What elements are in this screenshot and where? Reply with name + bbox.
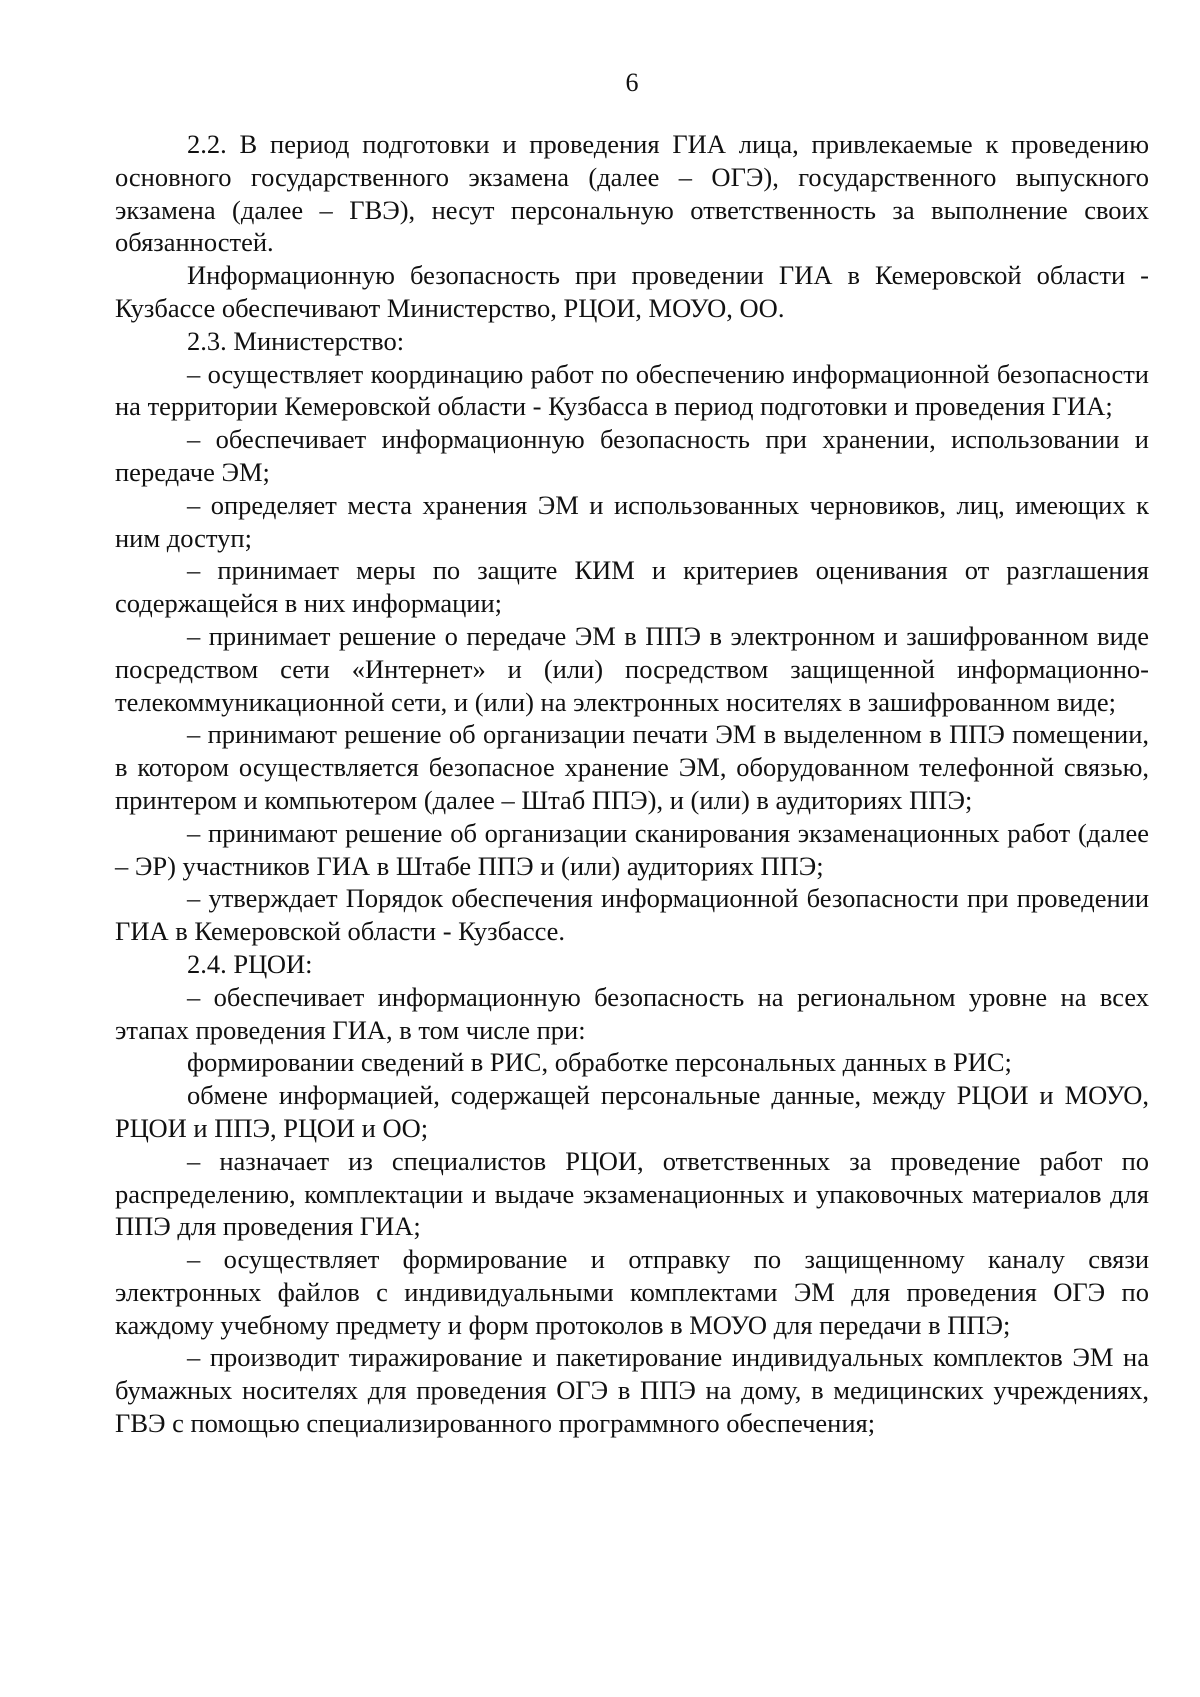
list-item: – обеспечивает информационную безопасность при хранении, использовании и передаче ЭМ;: [115, 424, 1149, 487]
page-number: 6: [625, 68, 639, 97]
list-item: – осуществляет координацию работ по обеспечению информационной безопасности на территории Кемеровской области - Кузбасса в период подготовки и проведения ГИА;: [115, 358, 1149, 422]
list-item: – утверждает Порядок обеспечения информационной безопасности при проведении ГИА в Кемеровской области - Кузбассе.: [115, 883, 1149, 947]
section-heading-2-4: 2.4. РЦОИ:: [187, 948, 313, 979]
sub-item: обмене информацией, содержащей персональные данные, между РЦОИ и МОУО, РЦОИ и ППЭ, РЦОИ и ОО;: [115, 1080, 1149, 1143]
list-item: – обеспечивает информационную безопасность на региональном уровне на всех этапах проведения ГИА, в том числе при:: [115, 981, 1149, 1045]
list-item: – принимают решение об организации сканирования экзаменационных работ (далее – ЭР) участников ГИА в Штабе ППЭ и (или) аудиториях ППЭ;: [115, 817, 1149, 881]
section-heading-2-3: 2.3. Министерство:: [187, 325, 405, 356]
paragraph-2-2: 2.2. В период подготовки и проведения ГИА лица, привлекаемые к проведению основного государственного экзамена (далее – ОГЭ), государственного выпускного экзамена (далее – ГВЭ), несут персональную ответственность за выполнение своих обязанностей.: [115, 129, 1149, 258]
list-item: – принимает меры по защите КИМ и критериев оценивания от разглашения содержащейся в них информации;: [115, 555, 1149, 619]
list-item: – определяет места хранения ЭМ и использованных черновиков, лиц, имеющих к ним доступ;: [115, 489, 1149, 553]
list-item: – осуществляет формирование и отправку по защищенному каналу связи электронных файлов с индивидуальными комплектами ЭМ для проведения ОГЭ по каждому учебному предмету и форм протоколов в МОУО для передачи в ППЭ;: [115, 1244, 1149, 1340]
list-item: – принимает решение о передаче ЭМ в ППЭ в электронном и зашифрованном виде посредством сети «Интернет» и (или) посредством защищенной информационно-телекоммуникационной сети, и (или) на электронных носителях в зашифрованном виде;: [115, 620, 1149, 717]
paragraph-info-security: Информационную безопасность при проведении ГИА в Кемеровской области - Кузбассе обеспечивают Министерство, РЦОИ, МОУО, ОО.: [115, 260, 1149, 323]
list-item: – назначает из специалистов РЦОИ, ответственных за проведение работ по распределению, комплектации и выдаче экзаменационных и упаковочных материалов для ППЭ для проведения ГИА;: [115, 1145, 1149, 1242]
list-item: – производит тиражирование и пакетирование индивидуальных комплектов ЭМ на бумажных носителях для проведения ОГЭ в ППЭ на дому, в медицинских учреждениях, ГВЭ с помощью специализированного программного обеспечения;: [115, 1342, 1149, 1439]
document-body: [115, 128, 1149, 1440]
list-item: – принимают решение об организации печати ЭМ в выделенном в ППЭ помещении, в котором осуществляется безопасное хранение ЭМ, оборудованном телефонной связью, принтером и компьютером (далее – Штаб ППЭ), и (или) в аудиториях ППЭ;: [115, 719, 1149, 815]
sub-item: формировании сведений в РИС, обработке персональных данных в РИС;: [187, 1047, 1012, 1078]
